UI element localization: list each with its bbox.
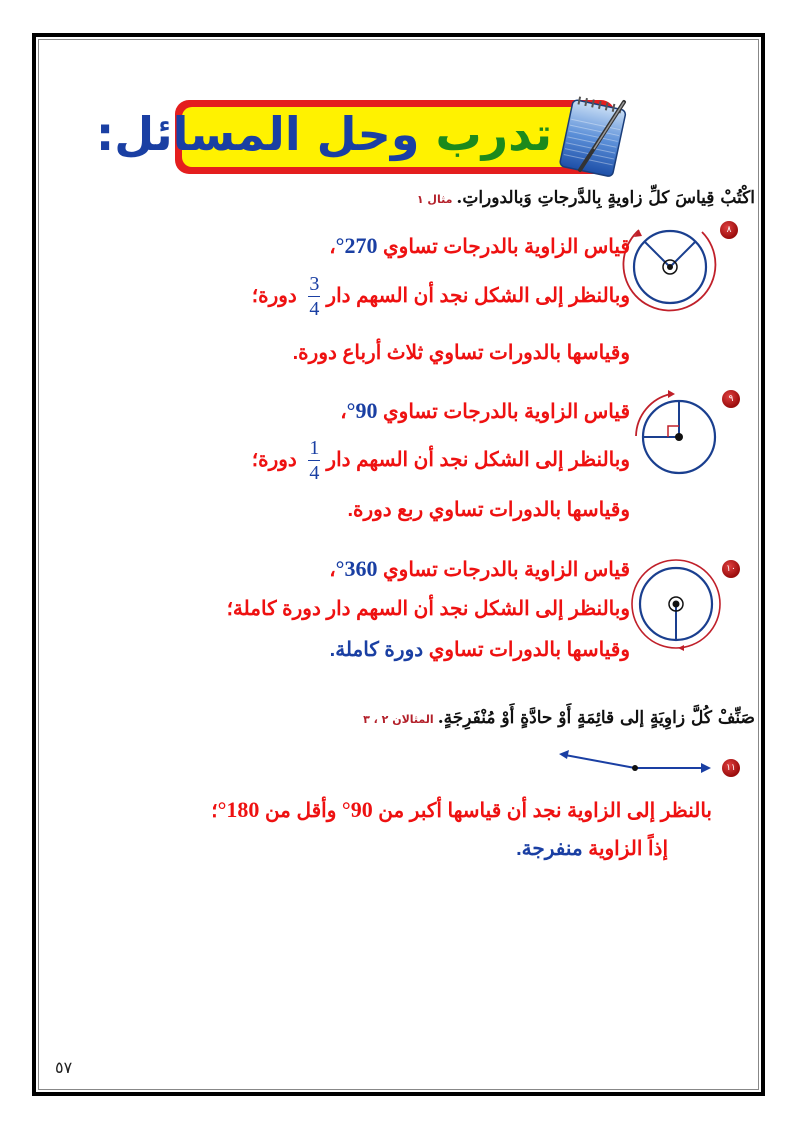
angle-360-figure: [628, 556, 724, 656]
problem9-turns-line: وقياسها بالدورات تساوي ربع دورة.: [347, 499, 630, 521]
answer-text: وبالنظر إلى الشكل نجد أن السهم دار: [326, 284, 630, 307]
banner-title: [96, 104, 552, 164]
angle-270-figure: [620, 222, 720, 317]
answer-text: قياس الزاوية بالدرجات تساوي: [377, 236, 630, 258]
problem10-turn-line: وبالنظر إلى الشكل نجد أن السهم دار دورة كاملة؛: [226, 598, 630, 620]
problem8-degrees-line: [329, 233, 630, 259]
section2-instruction: [363, 708, 755, 728]
banner-title-part2: وحل المسائل:: [95, 107, 436, 161]
degree-value: 180°: [217, 797, 260, 822]
fraction-numerator: 3: [309, 273, 320, 295]
problem-number-badge: ٩: [722, 390, 740, 408]
problem10-degrees-line: [329, 556, 630, 582]
example-reference: مثال ١: [416, 193, 453, 206]
answer-text: إذاً الزاوية: [582, 838, 668, 860]
fraction-numerator: 1: [309, 437, 320, 459]
problem9-degrees-line: [340, 398, 630, 424]
fraction-denominator: 4: [309, 462, 320, 484]
page-number: ٥٧: [55, 1058, 73, 1077]
answer-text: قياس الزاوية بالدرجات تساوي: [377, 559, 630, 581]
answer-text: وأقل من: [259, 800, 342, 822]
problem9-turn-line: [252, 438, 630, 483]
problem11-conclusion-line: [516, 836, 668, 861]
problem-number-badge: ٨: [720, 221, 738, 239]
fraction-three-quarters: [308, 274, 320, 319]
instruction-text: صَنِّفْ كُلَّ زاوِيَةٍ إلى قائِمَةٍ أَوْ حادَّةٍ أَوْ مُنْفَرِجَةٍ.: [437, 708, 755, 728]
fraction-one-quarter: [308, 438, 320, 483]
section1-instruction: [417, 188, 755, 208]
angle-90-figure: [625, 390, 725, 485]
answer-text-end: دورة؛: [251, 284, 303, 307]
answer-text: وقياسها بالدورات تساوي: [423, 639, 630, 661]
banner-title-part1: تدرب: [435, 107, 552, 161]
problem8-turns-line: وقياسها بالدورات تساوي ثلاث أرباع دورة.: [292, 342, 630, 364]
answer-text: وبالنظر إلى الشكل نجد أن السهم دار: [326, 448, 630, 471]
degree-value: 90°: [341, 797, 373, 822]
punctuation: ؛: [211, 800, 218, 822]
obtuse-angle-figure: [555, 748, 715, 778]
problem10-turns-line: [330, 637, 630, 662]
problem-number-badge: ١١: [722, 759, 740, 777]
degree-value: 360°: [335, 556, 378, 581]
degree-value: 90°: [346, 398, 378, 423]
notebook-pen-icon: [554, 94, 630, 180]
example-reference: المثالان ٢ ، ٣: [363, 713, 434, 726]
problem-number-badge: ١٠: [722, 560, 740, 578]
punctuation: ،: [329, 236, 336, 258]
problem8-turn-line: [252, 274, 630, 319]
fraction-denominator: 4: [309, 298, 320, 320]
instruction-text: اكْتُبْ قِياسَ كلِّ زاويةٍ بِالدَّرجاتِ وَبالدوراتِ.: [456, 188, 755, 208]
answer-text: بالنظر إلى الزاوية نجد أن قياسها أكبر من: [372, 800, 712, 822]
problem11-analysis-line: [211, 797, 712, 823]
answer-text: قياس الزاوية بالدرجات تساوي: [377, 401, 630, 423]
answer-text-end: دورة؛: [251, 448, 303, 471]
answer-highlight: منفرجة.: [516, 838, 583, 860]
answer-highlight: دورة كاملة.: [329, 639, 424, 661]
section-banner: [95, 100, 630, 174]
degree-value: 270°: [335, 233, 378, 258]
punctuation: ،: [329, 559, 336, 581]
punctuation: ،: [340, 401, 347, 423]
